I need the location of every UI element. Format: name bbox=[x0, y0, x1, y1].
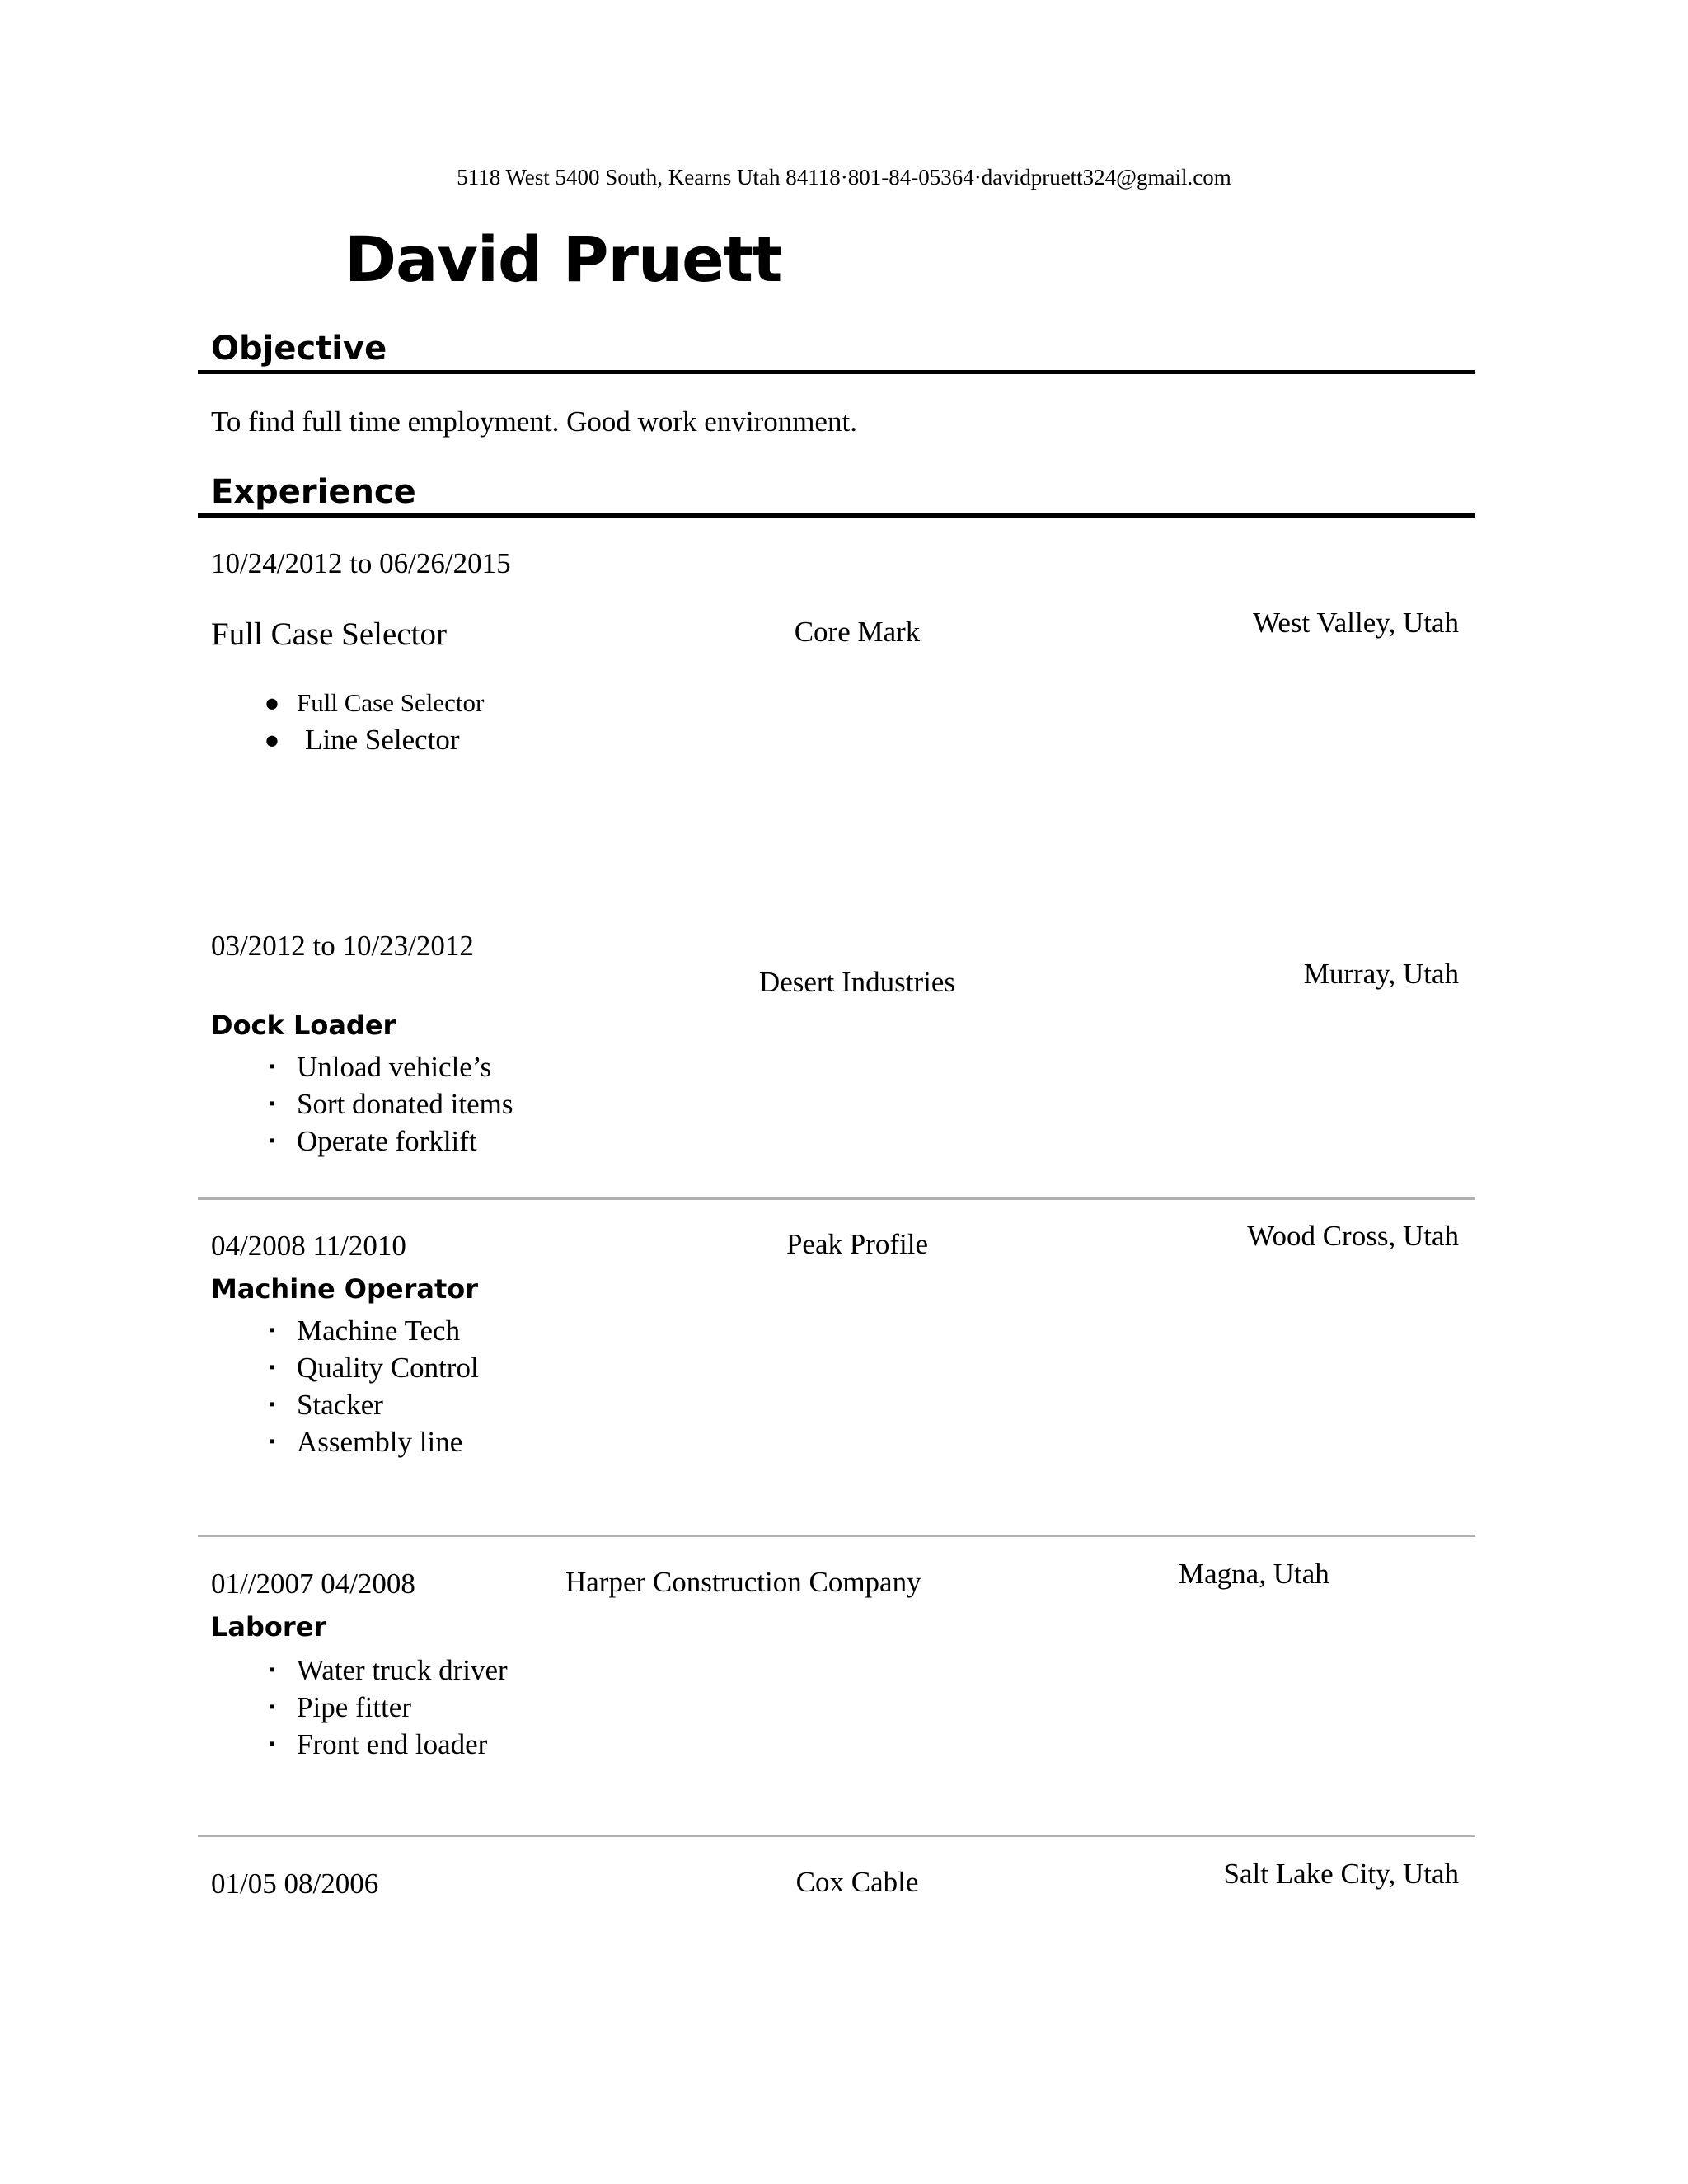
job-company: Desert Industries bbox=[758, 966, 956, 998]
duty-text: Stacker bbox=[297, 1389, 383, 1421]
job-location: Magna, Utah bbox=[1179, 1558, 1329, 1590]
bullet-icon: ▪ bbox=[269, 1057, 275, 1076]
duty-text: Full Case Selector bbox=[297, 688, 485, 717]
job-location: West Valley, Utah bbox=[1253, 607, 1459, 639]
bullet-icon: ▪ bbox=[269, 1395, 275, 1413]
objective-text: To find full time employment. Good work environment. bbox=[211, 405, 857, 438]
contact-line: 5118 West 5400 South, Kearns Utah 84118·801-84-05364·davidpruett324@gmail.com bbox=[457, 165, 1231, 190]
job-location: Wood Cross, Utah bbox=[1247, 1220, 1459, 1252]
bullet-icon: ▪ bbox=[269, 1358, 275, 1376]
job-divider bbox=[198, 1535, 1475, 1537]
job-location: Murray, Utah bbox=[1303, 958, 1459, 990]
duty-text: Assembly line bbox=[297, 1426, 463, 1458]
objective-heading: Objective bbox=[211, 330, 387, 368]
duty-text: Operate forklift bbox=[297, 1125, 477, 1157]
bullet-icon: ▪ bbox=[269, 1432, 275, 1451]
experience-heading: Experience bbox=[211, 473, 416, 511]
job-title: Dock Loader bbox=[211, 1010, 396, 1041]
duty-text: Sort donated items bbox=[297, 1088, 513, 1120]
duty-text: Line Selector bbox=[305, 724, 460, 756]
duty-text: Unload vehicle’s bbox=[297, 1051, 492, 1083]
job-title: Laborer bbox=[211, 1611, 327, 1643]
duty-text: Front end loader bbox=[297, 1728, 488, 1760]
duty-text: Water truck driver bbox=[297, 1654, 508, 1686]
job-title: Machine Operator bbox=[211, 1273, 479, 1305]
job-divider bbox=[198, 1197, 1475, 1200]
bullet-icon: ▪ bbox=[269, 1698, 275, 1716]
job-company: Peak Profile bbox=[785, 1228, 929, 1260]
duty-text: Quality Control bbox=[297, 1352, 479, 1384]
duty-text: Pipe fitter bbox=[297, 1691, 411, 1723]
duty-text: Machine Tech bbox=[297, 1315, 461, 1347]
job-company: Core Mark bbox=[794, 616, 921, 648]
bullet-icon: ▪ bbox=[269, 1132, 275, 1150]
experience-divider bbox=[198, 513, 1475, 518]
job-company: Cox Cable bbox=[795, 1866, 919, 1898]
job-location: Salt Lake City, Utah bbox=[1223, 1858, 1459, 1890]
bullet-icon: ● bbox=[264, 725, 280, 754]
bullet-icon: ▪ bbox=[269, 1661, 275, 1679]
bullet-icon: ● bbox=[264, 688, 280, 717]
bullet-icon: ▪ bbox=[269, 1094, 275, 1113]
job-dates: 04/2008 11/2010 bbox=[211, 1230, 406, 1262]
bullet-icon: ▪ bbox=[269, 1735, 275, 1753]
job-company: Harper Construction Company bbox=[565, 1566, 921, 1598]
job-title: Full Case Selector bbox=[211, 616, 447, 652]
job-dates: 01/05 08/2006 bbox=[211, 1868, 379, 1900]
candidate-name: David Pruett bbox=[345, 223, 782, 296]
bullet-icon: ▪ bbox=[269, 1321, 275, 1339]
job-dates: 10/24/2012 to 06/26/2015 bbox=[211, 547, 511, 579]
objective-divider bbox=[198, 370, 1475, 374]
job-divider bbox=[198, 1835, 1475, 1837]
job-dates: 01//2007 04/2008 bbox=[211, 1568, 415, 1600]
job-dates: 03/2012 to 10/23/2012 bbox=[211, 930, 474, 962]
